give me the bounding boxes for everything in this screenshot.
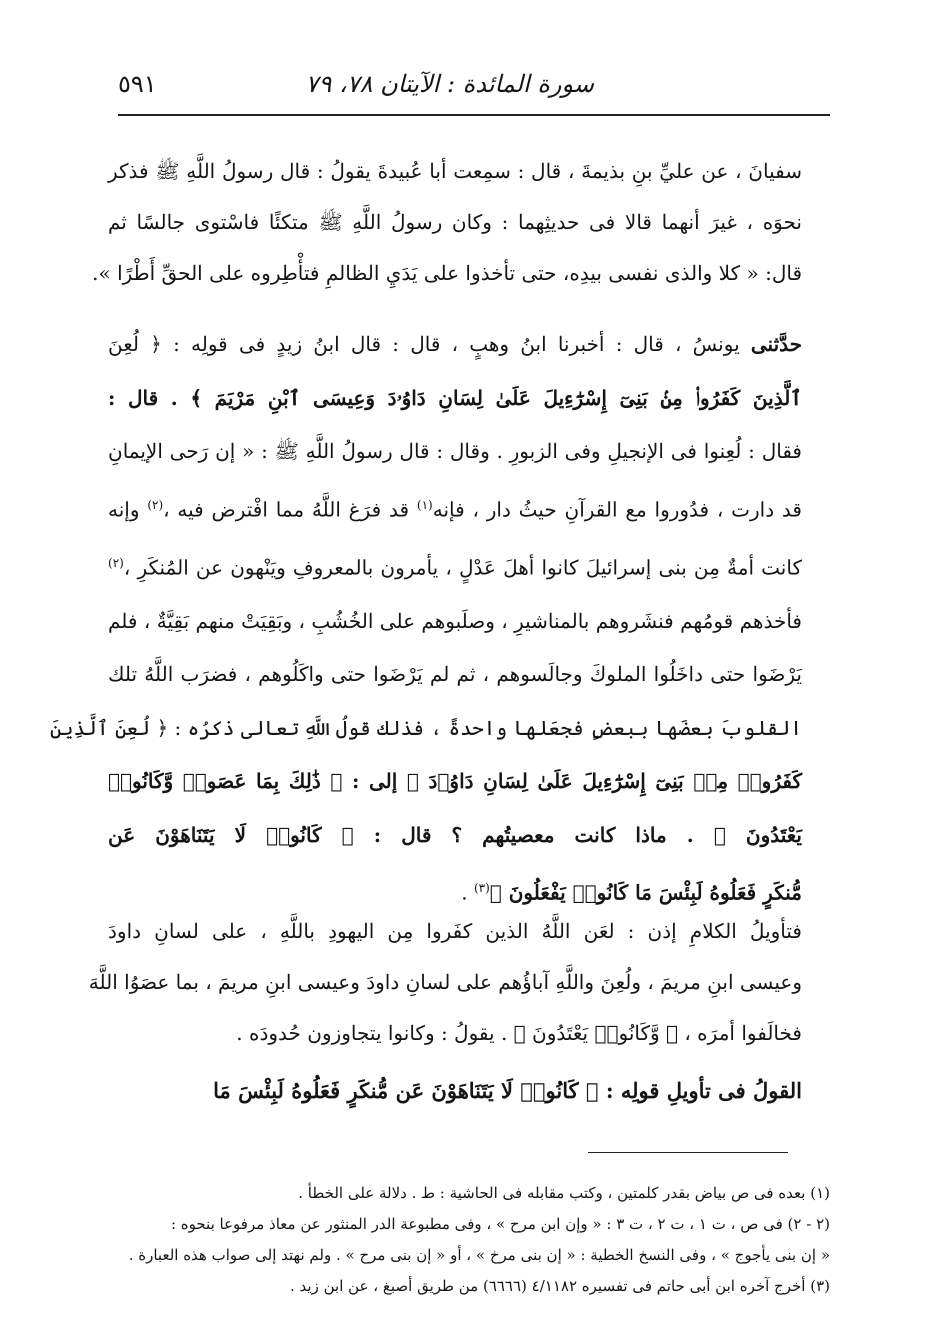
lead-word: حدَّثنى	[750, 332, 802, 356]
text-line: فقال : لُعِنوا فى الإنجيلِ وفى الزبورِ . وقال : قال رسولُ اللَّهِ ﷺ : « إن رَحى الإيمانِ	[108, 439, 802, 463]
paragraph-2	[50, 318, 802, 920]
text-line: قال: « كلا والذى نفسى بيدِه، حتى تأخذوا على يَدَيِ الظالمِ فتأْطِروه على الحقِّ أَطْرًا ».	[92, 261, 802, 285]
footnote-ref: (١)	[416, 497, 433, 512]
footnote: « إن بنى يأجوج » ، وفى النسخ الخطية : « إن بنى مرخ » ، أو « إن بنى مرح » . ولم نهتد إلى صواب هذه العبارة .	[128, 1246, 830, 1264]
running-header-title: سورة المائدة : الآيتان ٧٨، ٧٩	[305, 70, 594, 98]
text-run: .	[461, 880, 474, 905]
footnote: (٢ - ٢) فى ص ، ت ١ ، ت ٢ ، ت ٣ : « وإن ابن مرح » ، وفى مطبوعة الدر المنثور عن معاذ مرفوعا بنحوه :	[170, 1215, 830, 1233]
paragraph-3	[88, 906, 802, 1059]
text-line: القلوبَ بعضَها ببعضٍ فجعَلها واحدةً ، فذلك قولُ اللَّهِ تعالى ذكرُه : ﴿ لُعِنَ ٱلَّذِينَ	[50, 715, 802, 740]
heading-line	[108, 1070, 802, 1112]
section-heading	[108, 1070, 802, 1112]
header-rule	[118, 114, 830, 116]
footnote: (٣) أخرج آخره ابن أبى حاتم فى تفسيره ٤/١١٨٢ (٦٦٦٦) من طريق أصبغ ، عن ابن زيد .	[290, 1277, 830, 1295]
quran-run: مُّنكَرٍ فَعَلُوهُ لَبِئْسَ مَا كَانُوا۟ يَفْعَلُونَ ﴾	[489, 880, 802, 905]
footnote-rule	[588, 1152, 788, 1153]
text-run: كانت أمةٌ مِن بنى إسرائيلَ كانوا أهلَ عَدْلٍ ، يأمرون بالمعروفِ ويَنْهون عن المُنكَرِ ،	[123, 555, 802, 580]
text-run: قد فرَغ اللَّهُ مما افْترض فيه ،	[163, 497, 417, 522]
footnote: (١) بعده فى ص بياض بقدر كلمتين ، وكتب مقابله فى الحاشية : ط . دلالة على الخطأ .	[298, 1184, 830, 1202]
text-run: قد دارت ، فدُوروا مع القرآنِ حيثُ دار ، فإنه	[432, 497, 802, 522]
text-line: فخالَفوا أمرَه ، ﴿ وَّكَانُوا۟ يَعْتَدُونَ ﴾ . يقولُ : وكانوا يتجاوزون حُدودَه .	[236, 1021, 802, 1045]
text-line: فأخذهم قومُهم فنشَروهم بالمناشيرِ ، وصلَبوهم على الخُشُبِ ، وبَقِيَتْ منهم بَقِيَّةٌ ، فلم	[108, 608, 802, 633]
text-line: فتأويلُ الكلامِ إذن : لعَن اللَّهُ الذين كفَروا مِن اليهودِ باللَّهِ ، على لسانِ داودَ	[108, 919, 802, 943]
text-run: وإنه	[108, 497, 148, 522]
paragraph-1	[92, 146, 802, 299]
text-line: سفيانَ ، عن عليِّ بنِ بذيمةَ ، قال : سمِعت أبا عُبيدةَ يقولُ : قال رسولُ اللَّهِ ﷺ فذكر	[108, 159, 802, 183]
heading-lead: القولُ فى تأويلِ قولِه :	[605, 1078, 802, 1103]
text-line	[108, 479, 802, 537]
footnote-ref: (٢)	[147, 497, 164, 512]
text-line	[108, 318, 802, 372]
text-line: وعيسى ابنِ مريمَ ، ولُعِنَ واللَّهِ آباؤُهم على لسانِ داودَ وعيسى ابنِ مريمَ ، بما عصَوُا اللَّهَ	[88, 970, 802, 994]
text-line	[108, 537, 802, 595]
footnotes	[118, 1178, 830, 1302]
page-number: ٥٩١	[118, 70, 157, 98]
quran-line: يَعْتَدُونَ ﴾ . ماذا كانت معصيتُهم ؟ قال : ﴿ كَانُوا۟ لَا يَتَنَاهَوْنَ عَن	[108, 822, 802, 847]
quran-line: ٱلَّذِينَ كَفَرُوا۟ مِنۢ بَنِىٓ إِسْرَٰٓءِيلَ عَلَىٰ لِسَانِ دَاوُۥدَ وَعِيسَى ٱبْنِ مَرْيَمَ ﴾ . قال :	[108, 385, 802, 410]
text-run: يونسُ ، قال : أخبرنا ابنُ وهبٍ ، قال : قال ابنُ زيدٍ فى قولِه : ﴿ لُعِنَ	[108, 332, 751, 356]
quran-run: ﴿ كَانُوا۟ لَا يَتَنَاهَوْنَ عَن مُّنكَرٍ فَعَلُوهُ لَبِئْسَ مَا	[213, 1078, 606, 1103]
quran-line: كَفَرُوا۟ مِنۢ بَنِىٓ إِسْرَٰٓءِيلَ عَلَىٰ لِسَانِ دَاوُۥدَ ﴾ إلى : ﴿ ذَٰلِكَ بِمَا عَصَوا۟ وَّكَانُوا۟	[108, 769, 802, 794]
footnote-ref: (٢)	[108, 555, 124, 570]
text-line: نحوَه ، غيرَ أنهما قالا فى حديثِهما : وكان رسولُ اللَّهِ ﷺ متكئًا فاسْتوى جالسًا ثم	[108, 210, 802, 234]
footnote-ref: (٣)	[473, 881, 490, 896]
text-line: يَرْضَوا حتى داخَلُوا الملوكَ وجالَسوهم ، ثم لم يَرْضَوا حتى واكَلُوهم ، فضرَب اللَّهُ تلك	[108, 662, 802, 687]
